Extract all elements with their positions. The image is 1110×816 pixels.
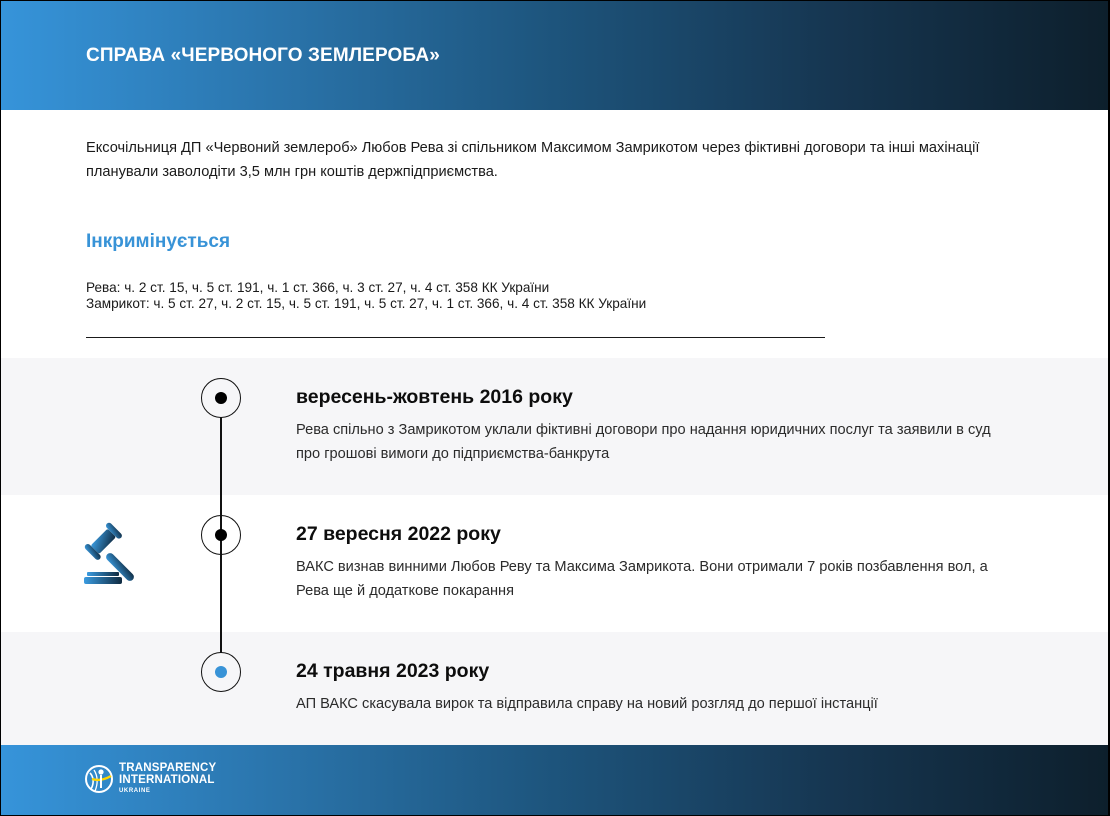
timeline-dot-icon <box>215 666 227 678</box>
footer-banner <box>1 745 1108 815</box>
charges-heading: Інкримінується <box>86 231 231 252</box>
timeline-node-1 <box>201 378 241 418</box>
logo-text-line1: TRANSPARENCY <box>119 762 217 774</box>
page <box>1 1 1108 815</box>
charges-line-reva: Рева: ч. 2 ст. 15, ч. 5 ст. 191, ч. 1 ст. 366, ч. 3 ст. 27, ч. 4 ст. 358 КК України <box>86 280 550 295</box>
event-date: 24 травня 2023 року <box>296 660 490 682</box>
logo-text-line2: INTERNATIONAL <box>119 773 215 786</box>
charges-list <box>86 280 986 312</box>
timeline-band-3 <box>1 632 1108 745</box>
event-date: вересень-жовтень 2016 року <box>296 386 573 408</box>
logo-text-line3: UKRAINE <box>119 788 151 794</box>
page-title: СПРАВА «ЧЕРВОНОГО ЗЕМЛЕРОБА» <box>86 45 440 66</box>
timeline-node-3 <box>201 652 241 692</box>
transparency-international-logo <box>84 763 216 794</box>
timeline-dot-icon <box>215 529 227 541</box>
intro-text: Ексочільниця ДП «Червоний землероб» Любов Рева зі спільником Максимом Замрикотом через фіктивні договори та інші махінації планували заволодіти 3,5 млн грн коштів держпідприємства. <box>86 140 980 180</box>
ti-logo-icon <box>84 764 114 794</box>
timeline-dot-icon <box>215 392 227 404</box>
timeline-node-2 <box>201 515 241 555</box>
header-banner <box>1 1 1108 110</box>
event-description: ВАКС визнав винними Любов Реву та Максима Замрикота. Вони отримали 7 років позбавлення вол, а Рева ще й додаткове покарання <box>296 559 988 599</box>
event-description: АП ВАКС скасувала вирок та відправила справу на новий розгляд до першої інстанції <box>296 696 878 712</box>
charges-line-zamrykot: Замрикот: ч. 5 ст. 27, ч. 2 ст. 15, ч. 5 ст. 191, ч. 5 ст. 27, ч. 1 ст. 366, ч. 4 ст. 358 КК України <box>86 296 647 311</box>
event-description: Рева спільно з Замрикотом уклали фіктивні договори про надання юридичних послуг та заявили в суд про грошові вимоги до підприємства-банкрута <box>296 422 991 462</box>
divider <box>86 337 825 338</box>
gavel-icon <box>83 521 151 589</box>
event-date: 27 вересня 2022 року <box>296 523 501 545</box>
